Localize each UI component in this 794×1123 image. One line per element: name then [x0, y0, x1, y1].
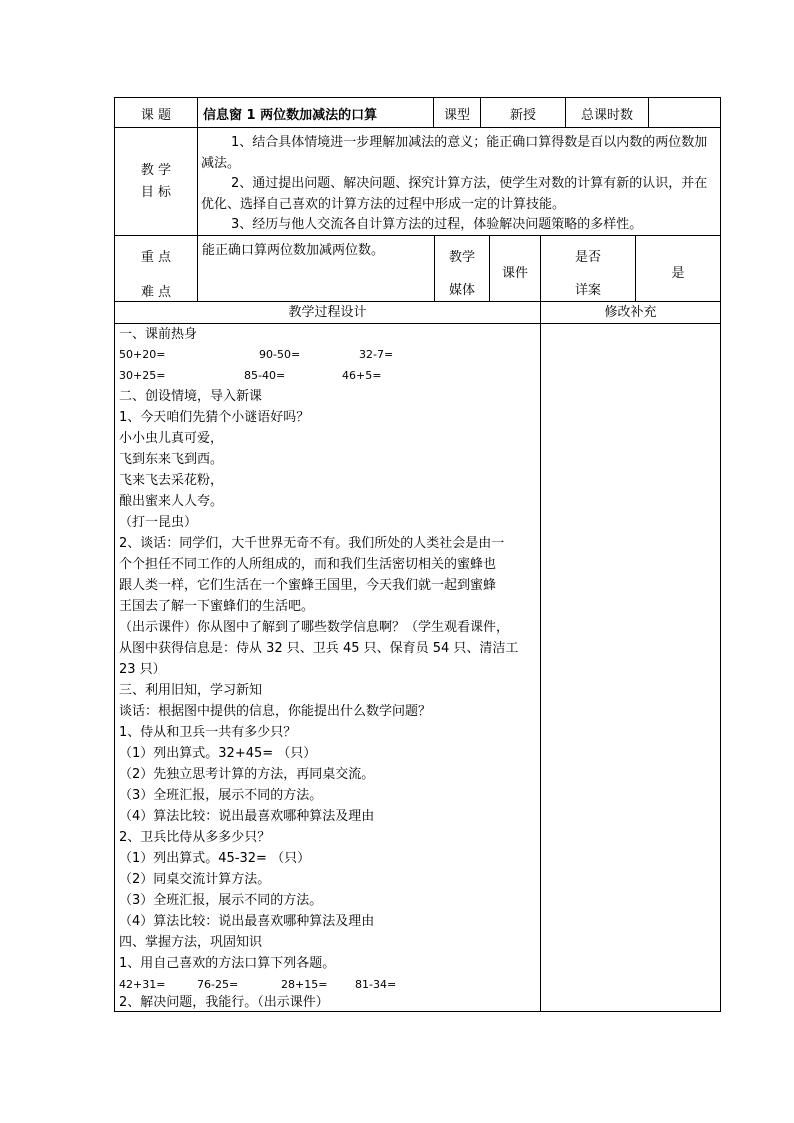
lesson-topic: 信息窗 1 两位数加减法的口算	[203, 108, 378, 123]
key-content: 能正确口算两位数加减两位数。	[202, 243, 385, 258]
detail-label-line2: 详案	[574, 283, 601, 298]
line-talk-2: 个个担任不同工作的人所组成的，而和我们生活密切相关的蜜蜂也	[119, 557, 497, 572]
line-section-2: 二、创设情境，导入新课	[119, 389, 263, 404]
line-riddle-2: 飞到东来飞到西。	[119, 452, 224, 467]
key-label-line2: 难 点	[140, 285, 172, 300]
warmup-a2: 90-50=	[259, 348, 301, 361]
line-q2-step1: （1）列出算式。45-32= （只）	[119, 851, 311, 866]
line-q2-step2: （2）同桌交流计算方法。	[119, 872, 271, 887]
goals-label-line1: 教 学	[140, 163, 172, 178]
goal-item-3: 3、经历与他人交流各自计算方法的过程，体验解决问题策略的多样性。	[231, 217, 643, 232]
line-info-3: 23 只）	[119, 662, 166, 677]
line-q1-step2: （2）先独立思考计算的方法，再同桌交流。	[119, 767, 375, 782]
goals-label-line2: 目 标	[140, 185, 172, 200]
line-riddle-intro: 1、今天咱们先猜个小谜语好吗？	[119, 410, 310, 425]
warmup-a3: 32-7=	[359, 348, 394, 361]
line-section-3: 三、利用旧知，学习新知	[119, 683, 263, 698]
line-solve: 2、解决问题，我能行。（出示课件）	[119, 995, 329, 1010]
topic-label: 课 题	[140, 108, 172, 123]
detail-value: 是	[671, 266, 685, 281]
line-talk-1: 2、谈话：同学们，大千世界无奇不有。我们所处的人类社会是由一	[119, 536, 505, 551]
revise-content-cell	[540, 323, 721, 1012]
revise-header: 修改补充	[604, 305, 657, 320]
line-q2-step3: （3）全班汇报，展示不同的方法。	[119, 893, 323, 908]
goal-item-2: 2、通过提出问题、解决问题、探究计算方法，使学生对数的计算有新的认识，并在优化、选择自己喜欢的计算方法的过程中形成一定的计算技能。	[201, 176, 708, 212]
type-label: 课型	[443, 108, 470, 123]
practice-2: 76-25=	[197, 978, 239, 991]
warmup-b1: 30+25=	[119, 369, 166, 382]
practice-4: 81-34=	[355, 978, 397, 991]
line-info-2: 从图中获得信息是：侍从 32 只、卫兵 45 只、保育员 54 只、清洁工	[119, 641, 519, 656]
line-q2: 2、卫兵比侍从多多少只？	[119, 830, 271, 845]
line-talk-3: 跟人类一样，它们生活在一个蜜蜂王国里，今天我们就一起到蜜蜂	[119, 578, 497, 593]
total-label: 总课时数	[580, 108, 633, 123]
line-q1-step1: （1）列出算式。32+45= （只）	[119, 746, 317, 761]
line-question-prompt: 谈话：根据图中提供的信息，你能提出什么数学问题？	[119, 704, 432, 719]
detail-label-line1: 是否	[574, 250, 601, 265]
practice-3: 28+15=	[281, 978, 328, 991]
media-label-line2: 媒体	[448, 283, 475, 298]
line-riddle-hint: （打一昆虫）	[119, 515, 198, 530]
warmup-a1: 50+20=	[119, 348, 166, 361]
line-riddle-4: 酿出蜜来人人夸。	[119, 494, 224, 509]
type-value: 新授	[509, 108, 536, 123]
practice-1: 42+31=	[119, 978, 166, 991]
key-label-line1: 重 点	[140, 250, 172, 265]
line-q1-step3: （3）全班汇报，展示不同的方法。	[119, 788, 323, 803]
line-info-1: （出示课件）你从图中了解到了哪些数学信息啊？（学生观看课件，	[119, 620, 510, 635]
goal-item-1: 1、结合具体情境进一步理解加减法的意义；能正确口算得数是百以内数的两位数加减法。	[201, 135, 708, 171]
line-q1: 1、侍从和卫兵一共有多少只？	[119, 725, 297, 740]
line-q1-step4: （4）算法比较：说出最喜欢哪种算法及理由	[119, 809, 375, 824]
line-section-4: 四、掌握方法，巩固知识	[119, 935, 263, 950]
line-riddle-3: 飞来飞去采花粉，	[119, 473, 224, 488]
line-warmup-title: 一、课前热身	[119, 327, 198, 342]
line-riddle-1: 小小虫儿真可爱，	[119, 431, 224, 446]
line-talk-4: 王国去了解一下蜜蜂们的生活吧。	[119, 599, 315, 614]
line-practice-intro: 1、用自己喜欢的方法口算下列各题。	[119, 956, 336, 971]
total-value-cell	[648, 97, 721, 128]
warmup-b2: 85-40=	[244, 369, 286, 382]
design-header: 教学过程设计	[288, 305, 367, 320]
media-value: 课件	[501, 266, 528, 281]
goals-label-cell	[114, 127, 198, 236]
media-label-line1: 教学	[448, 250, 475, 265]
line-q2-step4: （4）算法比较：说出最喜欢哪种算法及理由	[119, 914, 375, 929]
warmup-b3: 46+5=	[342, 369, 382, 382]
